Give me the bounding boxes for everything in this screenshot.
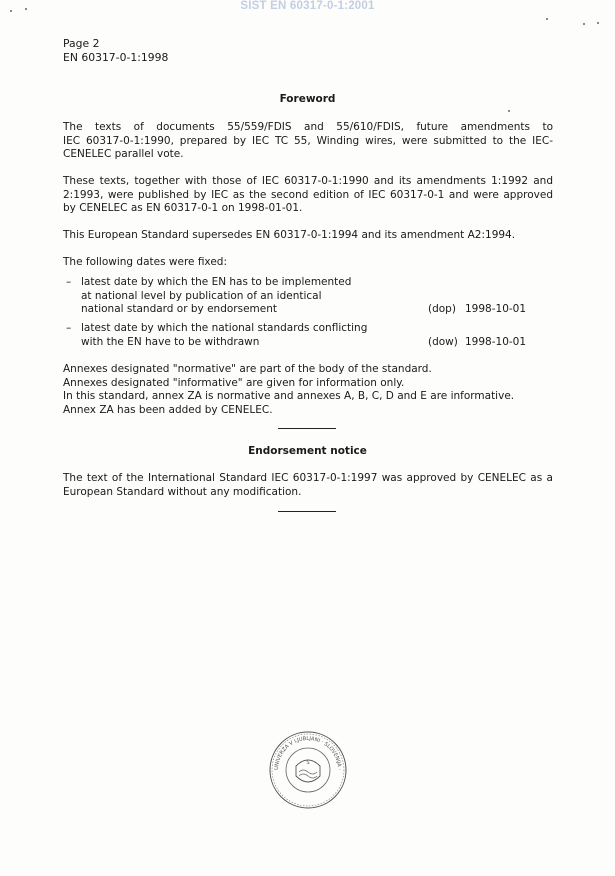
text-line: 2:1993, were published by IEC as the second edition of IEC 60317-0-1 and were approved [63,188,553,201]
foreword-paragraph-3: This European Standard supersedes EN 60317-0-1:1994 and its amendment A2:1994. [63,229,516,241]
text-line: These texts, together with those of IEC 60317-0-1:1990 and its amendments 1:1992 and [63,175,553,187]
date-item-text [81,322,367,349]
end-divider [278,511,336,512]
foreword-heading: Foreword [279,93,336,105]
seal-ring-text: UNIVERZA V LJUBLJANI · SLOVENIJA · [273,735,343,771]
endorsement-paragraph [63,472,553,499]
page-header [63,37,168,65]
scan-speck [546,18,548,20]
annex-statement [63,363,553,417]
document-id: EN 60317-0-1:1998 [63,51,169,64]
text-line: IEC 60317-0-1:1990, prepared by IEC TC 55, Winding wires, were submitted to the IEC- [63,134,553,147]
dates-intro: The following dates were fixed: [63,256,227,268]
text-line: The texts of documents 55/559/FDIS and 55/610/FDIS, future amendments to [63,121,553,133]
text-line: national standard or by endorsement [81,303,278,315]
page-number: Page 2 [63,37,100,50]
foreword-paragraph-1 [63,121,553,162]
scan-speck [10,10,12,12]
text-line: In this standard, annex ZA is normative and annexes A, B, C, D and E are informative. [63,390,515,402]
text-line: with the EN have to be withdrawn [81,335,260,348]
date-value-dow: 1998-10-01 [465,336,527,348]
seal-center-mark: S [306,760,310,766]
date-code-dop: (dop) [428,303,456,315]
date-code-dow: (dow) [428,336,458,348]
scan-speck [508,110,510,112]
dash-marker: – [66,322,72,334]
text-line: latest date by which the national standards conflicting [81,322,368,334]
foreword-paragraph-2 [63,175,553,216]
official-stamp-seal [268,730,348,810]
scan-speck [597,22,599,24]
text-line: Annexes designated "informative" are given for information only. [63,376,405,389]
text-line: The text of the International Standard IEC 60317-0-1:1997 was approved by CENELEC as a [63,472,553,484]
date-item-text [81,276,351,317]
text-line: CENELEC parallel vote. [63,148,184,160]
text-line: Annexes designated "normative" are part of the body of the standard. [63,363,432,375]
text-line: by CENELEC as EN 60317-0-1 on 1998-01-01. [63,202,303,214]
dash-marker: – [66,276,72,288]
section-divider [278,428,336,429]
text-line: latest date by which the EN has to be implemented [81,276,352,288]
text-line: European Standard without any modification. [63,485,302,498]
text-line: Annex ZA has been added by CENELEC. [63,403,273,416]
date-value-dop: 1998-10-01 [465,303,527,315]
scan-speck [583,23,585,25]
scan-speck [25,8,27,10]
text-line: at national level by publication of an identical [81,289,322,302]
endorsement-heading: Endorsement notice [248,445,367,457]
watermark: SIST EN 60317-0-1:2001 [240,0,375,12]
